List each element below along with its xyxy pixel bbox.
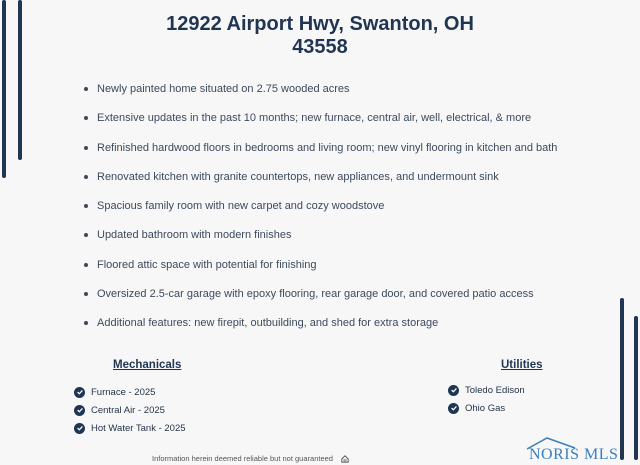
check-circle-icon — [448, 403, 459, 414]
list-item — [74, 419, 186, 437]
mechanical-item-label: Hot Water Tank - 2025 — [91, 422, 186, 434]
disclaimer-text: Information herein deemed reliable but not guaranteed — [152, 454, 333, 463]
disclaimer — [152, 454, 349, 463]
feature-item: Refinished hardwood floors in bedrooms and living room; new vinyl flooring in kitchen and bath — [82, 138, 557, 167]
mechanicals-list — [74, 383, 186, 437]
page-title — [150, 13, 490, 59]
feature-list — [82, 79, 557, 343]
check-circle-icon — [448, 385, 459, 396]
equal-housing-icon — [341, 455, 349, 463]
decorative-bar-left-inner — [18, 0, 22, 160]
check-circle-icon — [74, 405, 85, 416]
mechanical-item-label: Furnace - 2025 — [91, 386, 156, 398]
decorative-bar-left-outer — [2, 0, 6, 178]
check-circle-icon — [74, 423, 85, 434]
address-line-2: 43558 — [292, 36, 348, 58]
list-item — [448, 381, 525, 399]
utility-item-label: Toledo Edison — [465, 384, 525, 396]
list-item — [74, 383, 186, 401]
list-item — [448, 399, 525, 417]
list-item — [74, 401, 186, 419]
address-line-1: 12922 Airport Hwy, Swanton, OH — [166, 13, 474, 35]
utility-item-label: Ohio Gas — [465, 402, 506, 414]
feature-item: Updated bathroom with modern finishes — [82, 225, 557, 254]
feature-item: Spacious family room with new carpet and cozy woodstove — [82, 196, 557, 225]
utilities-heading: Utilities — [501, 359, 543, 371]
decorative-bar-right-outer — [634, 316, 638, 460]
feature-item: Oversized 2.5-car garage with epoxy flooring, rear garage door, and covered patio access — [82, 284, 557, 313]
feature-item: Extensive updates in the past 10 months; new furnace, central air, well, electrical, & more — [82, 108, 557, 137]
logo-text: NORIS MLS — [529, 446, 619, 460]
noris-mls-logo — [525, 436, 625, 460]
check-circle-icon — [74, 387, 85, 398]
mechanicals-heading: Mechanicals — [113, 359, 182, 371]
feature-item: Floored attic space with potential for finishing — [82, 255, 557, 284]
feature-item: Additional features: new firepit, outbuilding, and shed for extra storage — [82, 313, 557, 342]
feature-item: Newly painted home situated on 2.75 wooded acres — [82, 79, 557, 108]
mechanical-item-label: Central Air - 2025 — [91, 404, 165, 416]
utilities-list — [448, 381, 525, 417]
feature-item: Renovated kitchen with granite countertops, new appliances, and undermount sink — [82, 167, 557, 196]
